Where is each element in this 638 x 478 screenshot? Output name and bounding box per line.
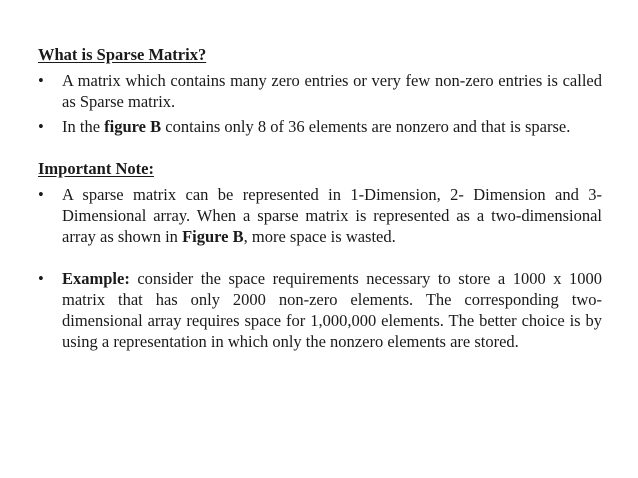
bullet-icon: •: [38, 71, 44, 90]
bullet-text-pre: In the: [62, 117, 105, 136]
slide-content: [38, 44, 602, 352]
bullet-item-figure-b: [38, 116, 602, 137]
spacer: [38, 137, 602, 158]
bullet-icon: •: [38, 185, 44, 204]
bullet-text: A matrix which contains many zero entries or very few non-zero entries is called as Sparse matrix.: [62, 71, 602, 111]
bullet-item-example: [38, 268, 602, 352]
bullet-icon: •: [38, 117, 44, 136]
bullet-text-bold: Figure B: [182, 227, 244, 246]
bullet-list-definition: [38, 70, 602, 137]
bullet-text-post: contains only 8 of 36 elements are nonzero and that is sparse.: [161, 117, 571, 136]
bullet-text-pre: A sparse matrix can be represented in 1-Dimension, 2- Dimension and 3-Dimensional array. When a sparse matrix is represented as a two-dimensional array as shown in: [62, 185, 602, 246]
bullet-text-post: consider the space requirements necessary to store a 1000 x 1000 matrix that has only 2000 non-zero elements. The corresponding two-dimensional array requires space for 1,000,000 elements. The better choice is by using a representation in which only the nonzero elements are stored.: [62, 269, 602, 351]
bullet-text-bold: figure B: [104, 117, 162, 136]
bullet-item-definition: [38, 70, 602, 112]
bullet-text-post: , more space is wasted.: [243, 227, 396, 246]
heading-what-is-sparse-matrix: What is Sparse Matrix?: [38, 45, 207, 64]
bullet-list-notes: [38, 184, 602, 352]
heading-important-note: Important Note:: [38, 159, 154, 178]
bullet-icon: •: [38, 269, 44, 288]
bullet-item-representation: [38, 184, 602, 247]
bullet-text-bold: Example:: [62, 269, 130, 288]
